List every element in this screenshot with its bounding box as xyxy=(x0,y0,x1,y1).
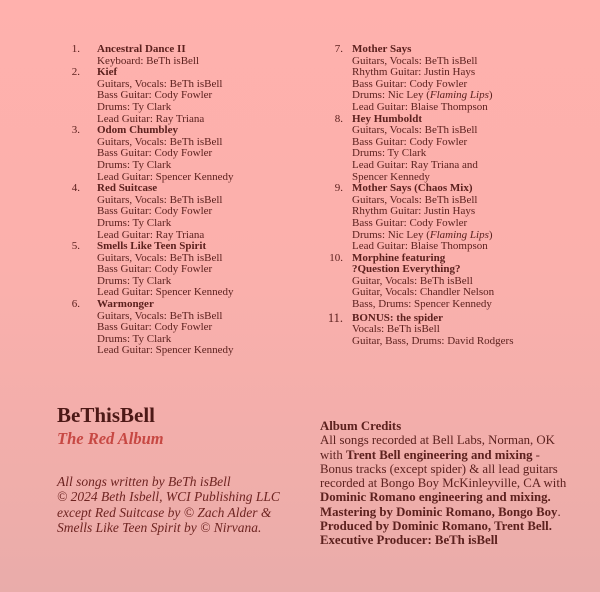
text-segment: Guitars, Vocals: BeTh isBell xyxy=(352,124,478,137)
track-item xyxy=(310,44,588,114)
text-segment: Bass Guitar: Cody Fowler xyxy=(97,89,213,102)
album-credits-line xyxy=(320,448,592,462)
track-details xyxy=(97,183,305,241)
text-segment: BONUS: the spider xyxy=(352,311,444,324)
artist-block xyxy=(57,403,164,449)
text-segment: Drums: Ty Clark xyxy=(97,158,172,171)
text-segment: Mother Says (Chaos Mix) xyxy=(352,182,473,195)
text-segment: All songs recorded at Bell Labs, Norman, OK xyxy=(320,433,555,448)
album-credits-line xyxy=(320,462,592,476)
track-item xyxy=(310,310,588,348)
track-number: 8. xyxy=(334,112,343,125)
album-credits xyxy=(320,419,592,548)
text-segment: Bass Guitar: Cody Fowler xyxy=(352,216,468,229)
text-segment: Drums: Ty Clark xyxy=(97,100,172,113)
text-segment: Lead Guitar: Ray Triana xyxy=(97,228,205,241)
track-number: 6. xyxy=(71,298,80,311)
text-segment: ?Question Everything? xyxy=(352,263,461,276)
text-segment: Red Suitcase xyxy=(97,182,158,195)
album-credits-line xyxy=(320,419,592,433)
album-credits-line xyxy=(320,505,592,519)
text-segment: Bass Guitar: Cody Fowler xyxy=(97,321,213,334)
text-segment: Guitars, Vocals: BeTh isBell xyxy=(352,54,478,67)
writing-credits-line xyxy=(57,520,280,535)
track-details xyxy=(97,125,305,183)
track-number: 7. xyxy=(334,43,343,55)
text-segment: Album Credits xyxy=(320,419,402,433)
album-credits-line xyxy=(320,519,592,533)
text-segment: ) xyxy=(488,228,493,241)
track-details xyxy=(352,313,588,348)
track-number: 9. xyxy=(334,182,343,195)
track-number: 1. xyxy=(71,43,80,55)
text-segment: Drums: Ty Clark xyxy=(97,274,172,287)
text-segment: Dominic Romano engineering and mixing. xyxy=(320,490,551,505)
text-segment: © 2024 Beth Isbell, WCI Publishing LLC xyxy=(57,489,280,505)
track-details xyxy=(97,241,305,299)
text-segment: Lead Guitar: Ray Triana and xyxy=(352,158,478,171)
text-segment: Rhythm Guitar: Justin Hays xyxy=(352,205,476,218)
writing-credits-line xyxy=(57,505,280,520)
text-segment: Guitars, Vocals: BeTh isBell xyxy=(97,135,223,148)
text-segment: Bass Guitar: Cody Fowler xyxy=(352,135,468,148)
text-segment: Bass Guitar: Cody Fowler xyxy=(97,263,213,276)
text-segment: ) xyxy=(488,89,493,102)
track-credit-line xyxy=(97,345,305,357)
track-details xyxy=(352,253,588,311)
tracklist-right-column xyxy=(310,44,588,347)
tracklist-left-column xyxy=(55,44,305,357)
track-number: 3. xyxy=(71,124,80,137)
text-segment: Lead Guitar: Blaise Thompson xyxy=(352,240,488,253)
track-credit-line xyxy=(352,336,588,348)
text-segment: Flaming Lips xyxy=(429,228,489,241)
track-item xyxy=(310,183,588,253)
text-segment: . xyxy=(557,504,561,519)
artist-name: BeThisBell xyxy=(57,403,156,427)
track-number: 2. xyxy=(71,66,80,79)
text-segment: Warmonger xyxy=(97,298,154,311)
text-segment: Bass Guitar: Cody Fowler xyxy=(97,147,213,160)
text-segment: except Red Suitcase by © Zach Alder & xyxy=(57,504,272,520)
text-segment: Guitars, Vocals: BeTh isBell xyxy=(352,193,478,206)
track-details xyxy=(97,67,305,125)
text-segment: Drums: Ty Clark xyxy=(97,216,172,229)
text-segment: Bass Guitar: Cody Fowler xyxy=(97,205,213,218)
text-segment: Drums: Ty Clark xyxy=(97,332,172,345)
text-segment: Keyboard: BeTh isBell xyxy=(97,54,200,67)
text-segment: Hey Humboldt xyxy=(352,112,422,125)
writing-credits xyxy=(57,474,280,536)
track-credit-line xyxy=(352,299,588,311)
album-title: The Red Album xyxy=(57,429,164,448)
text-segment: Bass, Drums: Spencer Kennedy xyxy=(352,298,492,311)
text-segment: Vocals: BeTh isBell xyxy=(352,323,440,336)
track-credit-line xyxy=(97,56,305,68)
text-segment: All songs written by BeTh isBell xyxy=(57,474,231,489)
text-segment: Morphine featuring xyxy=(352,251,446,264)
text-segment: Lead Guitar: Blaise Thompson xyxy=(352,100,488,113)
text-segment: Drums: Ty Clark xyxy=(352,147,427,160)
text-segment: Bonus tracks (except spider) & all lead guitars xyxy=(320,461,558,476)
track-number: 4. xyxy=(71,182,80,195)
album-credits-line xyxy=(320,476,592,490)
text-segment: with xyxy=(320,447,346,462)
text-segment: Kief xyxy=(97,66,118,79)
track-details xyxy=(352,183,588,253)
text-segment: Rhythm Guitar: Justin Hays xyxy=(352,66,476,79)
track-details xyxy=(97,44,305,67)
text-segment: Mastering by Dominic Romano, Bongo Boy xyxy=(320,504,558,519)
track-item xyxy=(55,299,305,357)
text-segment: Smells Like Teen Spirit by © Nirvana. xyxy=(57,520,262,536)
track-number: 10. xyxy=(329,251,343,264)
text-segment: Flaming Lips xyxy=(429,89,489,102)
text-segment: Bass Guitar: Cody Fowler xyxy=(352,77,468,90)
track-item xyxy=(55,44,305,67)
text-segment: Drums: Nic Ley ( xyxy=(352,228,430,241)
writing-credits-line xyxy=(57,474,280,489)
text-segment: - xyxy=(532,447,540,462)
track-details xyxy=(352,114,588,184)
text-segment: Guitars, Vocals: BeTh isBell xyxy=(97,77,223,90)
track-details xyxy=(352,44,588,114)
text-segment: Guitar, Vocals: Chandler Nelson xyxy=(352,286,495,299)
track-item xyxy=(310,114,588,184)
text-segment: recorded at Bongo Boy McKinleyville, CA with xyxy=(320,476,567,491)
album-credits-line xyxy=(320,533,592,547)
text-segment: Odom Chumbley xyxy=(97,124,178,137)
track-item xyxy=(55,67,305,125)
text-segment: Spencer Kennedy xyxy=(352,170,430,183)
text-segment: Lead Guitar: Spencer Kennedy xyxy=(97,170,234,183)
track-details xyxy=(97,299,305,357)
track-item xyxy=(55,241,305,299)
track-item xyxy=(310,253,588,311)
text-segment: Guitars, Vocals: BeTh isBell xyxy=(97,193,223,206)
text-segment: Smells Like Teen Spirit xyxy=(97,240,207,253)
text-segment: Guitar, Bass, Drums: David Rodgers xyxy=(352,334,514,347)
text-segment: Mother Says xyxy=(352,43,412,55)
text-segment: Lead Guitar: Ray Triana xyxy=(97,112,205,125)
track-item xyxy=(55,125,305,183)
text-segment: Executive Producer: BeTh isBell xyxy=(320,533,498,548)
track-number: 11. xyxy=(327,310,343,325)
text-segment: Drums: Nic Ley ( xyxy=(352,89,430,102)
text-segment: Lead Guitar: Spencer Kennedy xyxy=(97,344,234,357)
writing-credits-line xyxy=(57,489,280,504)
text-segment: Guitars, Vocals: BeTh isBell xyxy=(97,309,223,322)
album-credits-line xyxy=(320,490,592,504)
album-credits-line xyxy=(320,433,592,447)
text-segment: Guitar, Vocals: BeTh isBell xyxy=(352,274,473,287)
track-item xyxy=(55,183,305,241)
text-segment: Produced by Dominic Romano, Trent Bell. xyxy=(320,519,552,534)
track-number: 5. xyxy=(71,240,80,253)
text-segment: Lead Guitar: Spencer Kennedy xyxy=(97,286,234,299)
text-segment: Ancestral Dance II xyxy=(97,43,186,55)
text-segment: Trent Bell engineering and mixing xyxy=(345,447,533,462)
text-segment: Guitars, Vocals: BeTh isBell xyxy=(97,251,223,264)
